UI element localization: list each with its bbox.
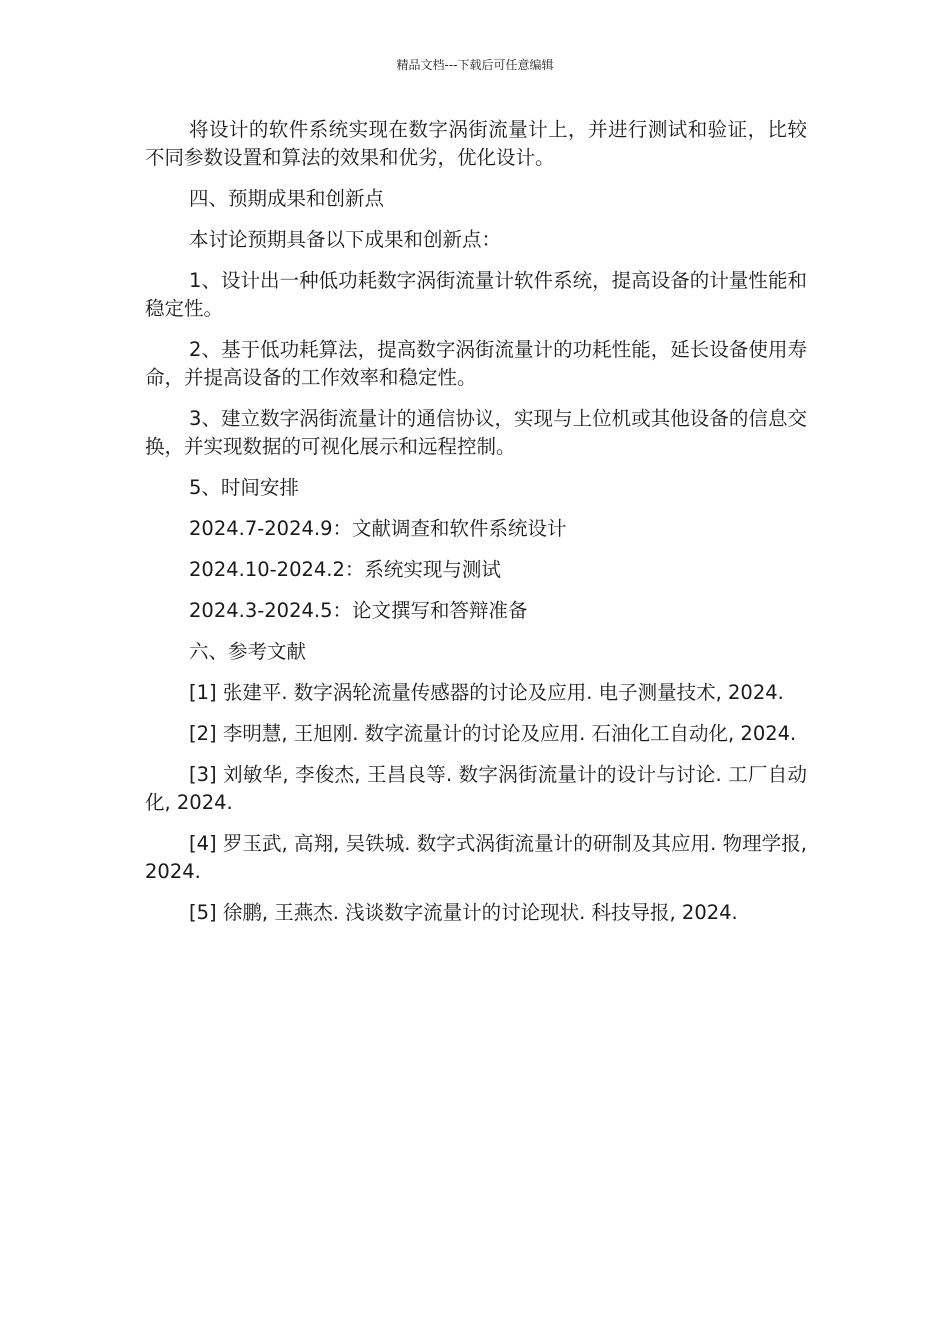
list-item-outcome-2: 2、基于低功耗算法，提高数字涡街流量计的功耗性能，延长设备使用寿命，并提高设备的工作效率和稳定性。 <box>145 338 807 389</box>
document-body <box>145 116 807 940</box>
reference-item-3: [3] 刘敏华, 李俊杰, 王昌良等. 数字涡街流量计的设计与讨论. 工厂自动化, 2024. <box>145 763 807 814</box>
schedule-item-2: 2024.10-2024.2：系统实现与测试 <box>189 558 501 581</box>
section-heading-references: 六、参考文献 <box>189 640 307 663</box>
schedule-item-1: 2024.7-2024.9：文献调查和软件系统设计 <box>189 517 567 540</box>
reference-item-5: [5] 徐鹏, 王燕杰. 浅谈数字流量计的讨论现状. 科技导报, 2024. <box>189 901 738 924</box>
section-heading-outcomes: 四、预期成果和创新点 <box>189 187 385 210</box>
paragraph-outcomes-intro: 本讨论预期具备以下成果和创新点： <box>189 228 502 251</box>
list-item-outcome-3: 3、建立数字涡街流量计的通信协议，实现与上位机或其他设备的信息交换，并实现数据的可视化展示和远程控制。 <box>145 407 807 458</box>
list-item-outcome-1: 1、设计出一种低功耗数字涡街流量计软件系统，提高设备的计量性能和稳定性。 <box>145 269 807 320</box>
reference-item-4: [4] 罗玉武, 高翔, 吴铁城. 数字式涡街流量计的研制及其应用. 物理学报, 2024. <box>145 832 807 883</box>
page-header: 精品文档---下载后可任意编辑 <box>396 58 554 72</box>
paragraph-testing: 将设计的软件系统实现在数字涡街流量计上，并进行测试和验证，比较不同参数设置和算法的效果和优劣，优化设计。 <box>145 118 807 169</box>
reference-item-1: [1] 张建平. 数字涡轮流量传感器的讨论及应用. 电子测量技术, 2024. <box>189 681 784 704</box>
section-heading-schedule: 5、时间安排 <box>189 476 299 499</box>
reference-item-2: [2] 李明慧, 王旭刚. 数字流量计的讨论及应用. 石油化工自动化, 2024. <box>189 722 797 745</box>
schedule-item-3: 2024.3-2024.5：论文撰写和答辩准备 <box>189 599 528 622</box>
